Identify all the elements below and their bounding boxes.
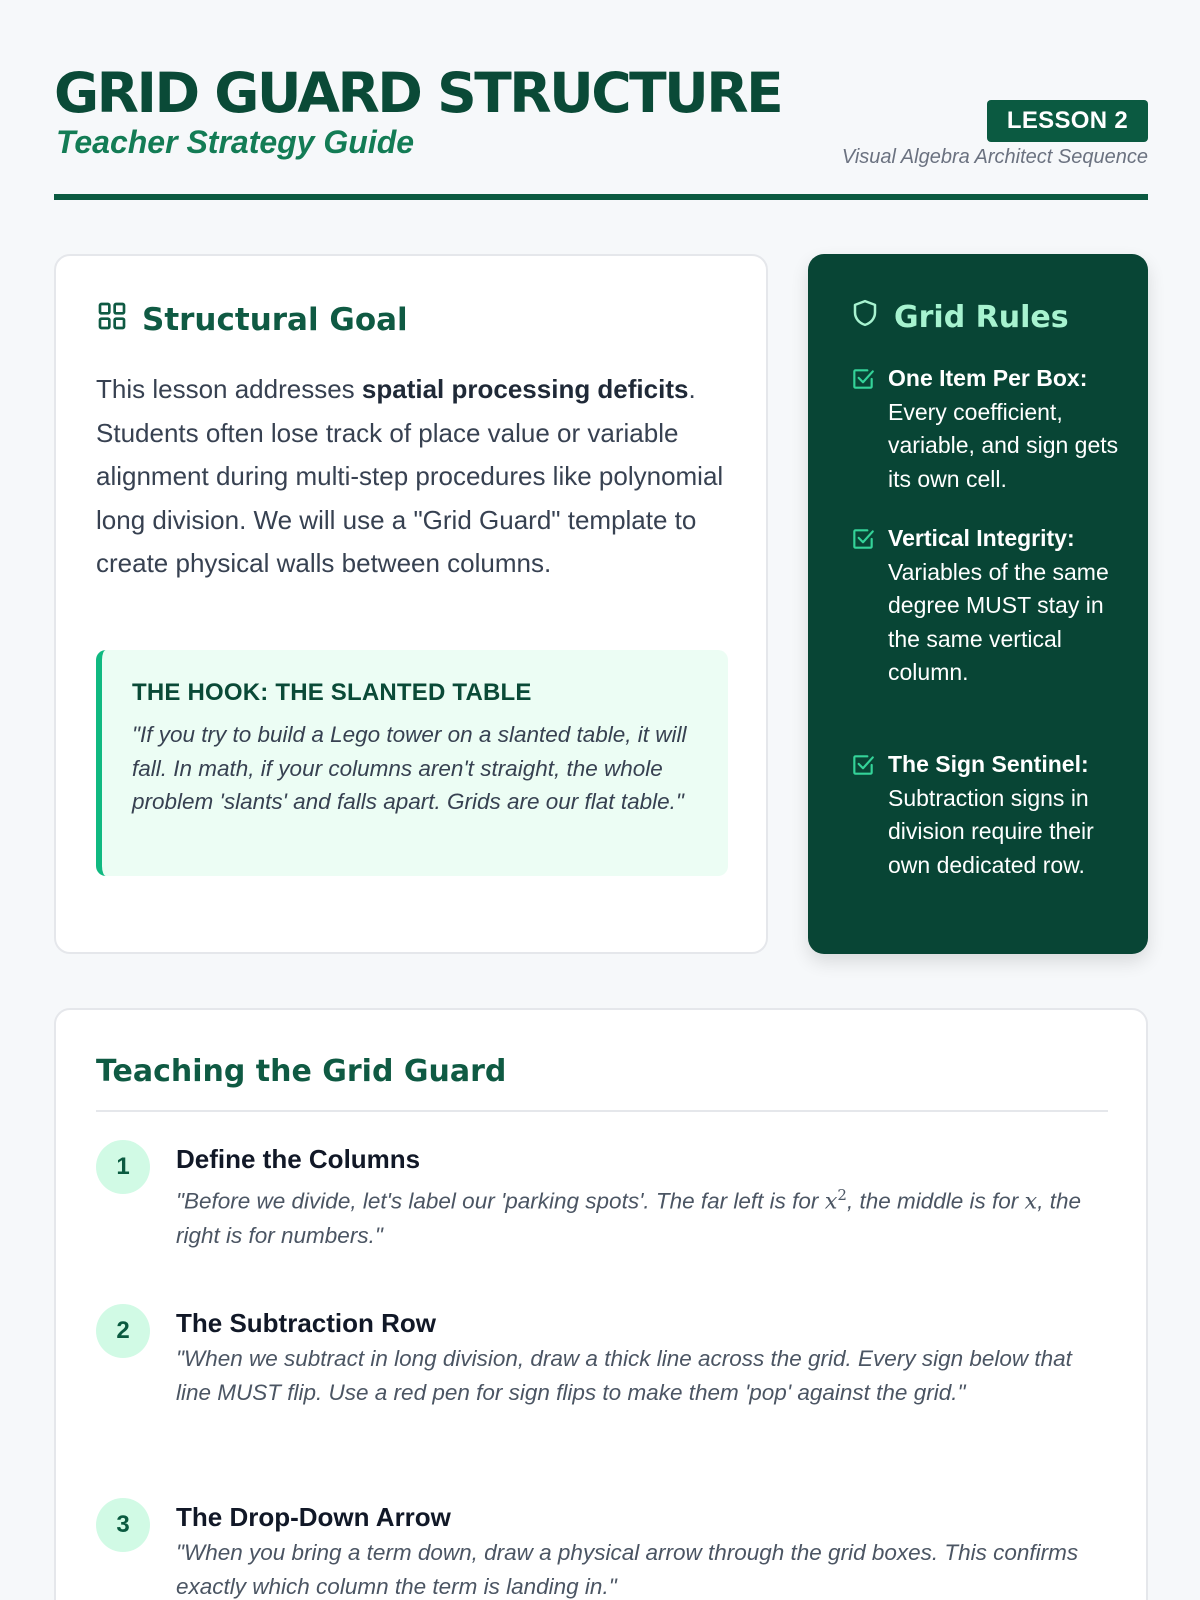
goal-text-rest: . Students often lose track of place value or variable alignment during multi-step procedures like polynomial long division. We will use a "Grid Guard" template to create physical walls between columns. bbox=[96, 374, 724, 578]
teaching-card bbox=[54, 1008, 1148, 1600]
rule-description: Every coefficient, variable, and sign gets its own cell. bbox=[888, 398, 1119, 492]
structural-goal-text bbox=[96, 368, 728, 586]
step-title: Define the Columns bbox=[176, 1144, 421, 1174]
hook-callout bbox=[96, 650, 728, 876]
step-quote: "When you bring a term down, draw a physical arrow through the grid boxes. This confirms exactly which column the term is landing in." bbox=[176, 1540, 1079, 1599]
lesson-badge: LESSON 2 bbox=[987, 100, 1148, 142]
hook-quote: "If you try to build a Lego tower on a slanted table, it will fall. In math, if your columns aren't straight, the whole problem 'slants' and falls apart. Grids are our flat table." bbox=[132, 722, 687, 814]
checkbox-check-icon bbox=[850, 522, 888, 690]
shield-icon bbox=[850, 298, 894, 336]
rule-label: Vertical Integrity: bbox=[888, 525, 1075, 551]
grid-rules-card bbox=[808, 254, 1148, 954]
rule-label: One Item Per Box: bbox=[888, 365, 1088, 391]
rule-item bbox=[850, 522, 1140, 690]
divider bbox=[96, 1110, 1108, 1112]
checkbox-check-icon bbox=[850, 748, 888, 882]
step-number-badge: 3 bbox=[96, 1498, 150, 1552]
structural-goal-card bbox=[54, 254, 768, 954]
grid-icon bbox=[96, 300, 142, 340]
page-title: GRID GUARD STRUCTURE bbox=[54, 61, 782, 125]
step-title: The Subtraction Row bbox=[176, 1308, 436, 1338]
rule-item bbox=[850, 748, 1140, 882]
step-number-badge: 1 bbox=[96, 1140, 150, 1194]
structural-goal-heading bbox=[96, 300, 408, 340]
grid-rules-heading bbox=[850, 298, 1069, 336]
grid-rules-title: Grid Rules bbox=[894, 299, 1069, 335]
teaching-heading: Teaching the Grid Guard bbox=[96, 1054, 507, 1089]
page-header bbox=[54, 54, 1148, 200]
goal-text-intro: This lesson addresses bbox=[96, 374, 362, 404]
rule-item bbox=[850, 362, 1140, 496]
goal-text-emphasis: spatial processing deficits bbox=[361, 374, 689, 404]
sequence-label: Visual Algebra Architect Sequence bbox=[841, 146, 1148, 168]
step-number-badge: 2 bbox=[96, 1304, 150, 1358]
structural-goal-title: Structural Goal bbox=[142, 302, 408, 338]
rule-label: The Sign Sentinel: bbox=[888, 751, 1089, 777]
step-title: The Drop-Down Arrow bbox=[176, 1502, 451, 1532]
hook-title: THE HOOK: THE SLANTED TABLE bbox=[132, 679, 532, 706]
checkbox-check-icon bbox=[850, 362, 888, 496]
page-subtitle: Teacher Strategy Guide bbox=[56, 124, 415, 160]
rule-description: Variables of the same degree MUST stay in the same vertical column. bbox=[888, 558, 1109, 685]
step-quote: "Before we divide, let's label our 'parking spots'. The far left is for $x^2$, the middle is for x, the right is for numbers." bbox=[176, 1186, 1081, 1248]
step-quote: "When we subtract in long division, draw a thick line across the grid. Every sign below that line MUST flip. Use a red pen for sign flips to make them 'pop' against the grid." bbox=[176, 1346, 1072, 1405]
rule-description: Subtraction signs in division require their own dedicated row. bbox=[888, 784, 1094, 878]
